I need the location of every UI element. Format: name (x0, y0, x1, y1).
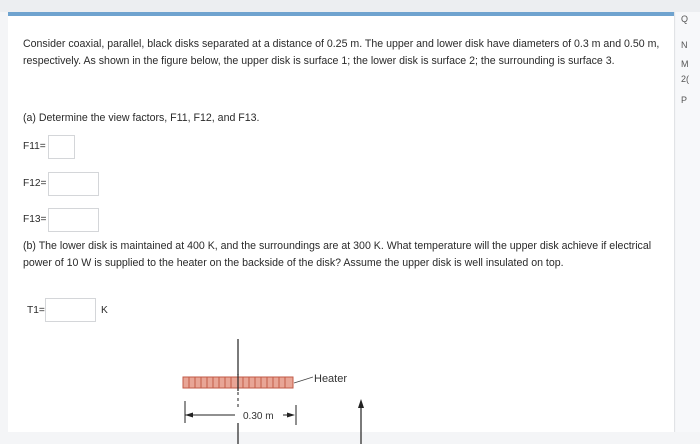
t1-input[interactable] (45, 298, 96, 322)
diameter-dimension (185, 401, 296, 425)
f12-input[interactable] (48, 172, 99, 196)
question-panel (8, 12, 675, 432)
diameter-label: 0.30 m (243, 411, 274, 422)
problem-statement: Consider coaxial, parallel, black disks separated at a distance of 0.25 m. The upper and lower disk have diameters of 0.3 m and 0.50 m, respectively. As shown in the figure below, the upper disk is surface 1; the lower disk is surface 2; the surrounding is surface 3. (23, 38, 660, 67)
f12-label: F12= (23, 178, 47, 189)
sidebar-item-5[interactable]: P (681, 95, 688, 105)
top-bar (0, 0, 700, 12)
sidebar-item-1[interactable]: Q (681, 14, 689, 24)
heater-label: Heater (314, 373, 348, 385)
disk-figure (173, 337, 393, 444)
right-sidebar (676, 12, 700, 432)
accent-rule (8, 12, 674, 16)
part-a-prompt: (a) Determine the view factors, F11, F12, and F13. (23, 112, 260, 124)
sidebar-item-3[interactable]: M (681, 59, 689, 69)
distance-arrow-head (358, 399, 364, 408)
t1-label: T1= (27, 305, 45, 316)
sidebar-item-2[interactable]: N (681, 40, 688, 50)
t1-unit: K (101, 305, 108, 316)
part-b-prompt: (b) The lower disk is maintained at 400 K, and the surroundings are at 300 K. What temperature will the upper disk achieve if electrical power of 10 W is supplied to the heater on the backside of the disk? Assume the upper disk is well insulated on top. (23, 240, 652, 269)
heater-strip (183, 374, 293, 391)
sidebar-item-4[interactable]: 2( (681, 74, 690, 84)
f13-input[interactable] (48, 208, 99, 232)
f11-input[interactable] (48, 135, 75, 159)
heater-leader (294, 377, 313, 383)
f11-label: F11= (23, 141, 46, 152)
f13-label: F13= (23, 214, 47, 225)
